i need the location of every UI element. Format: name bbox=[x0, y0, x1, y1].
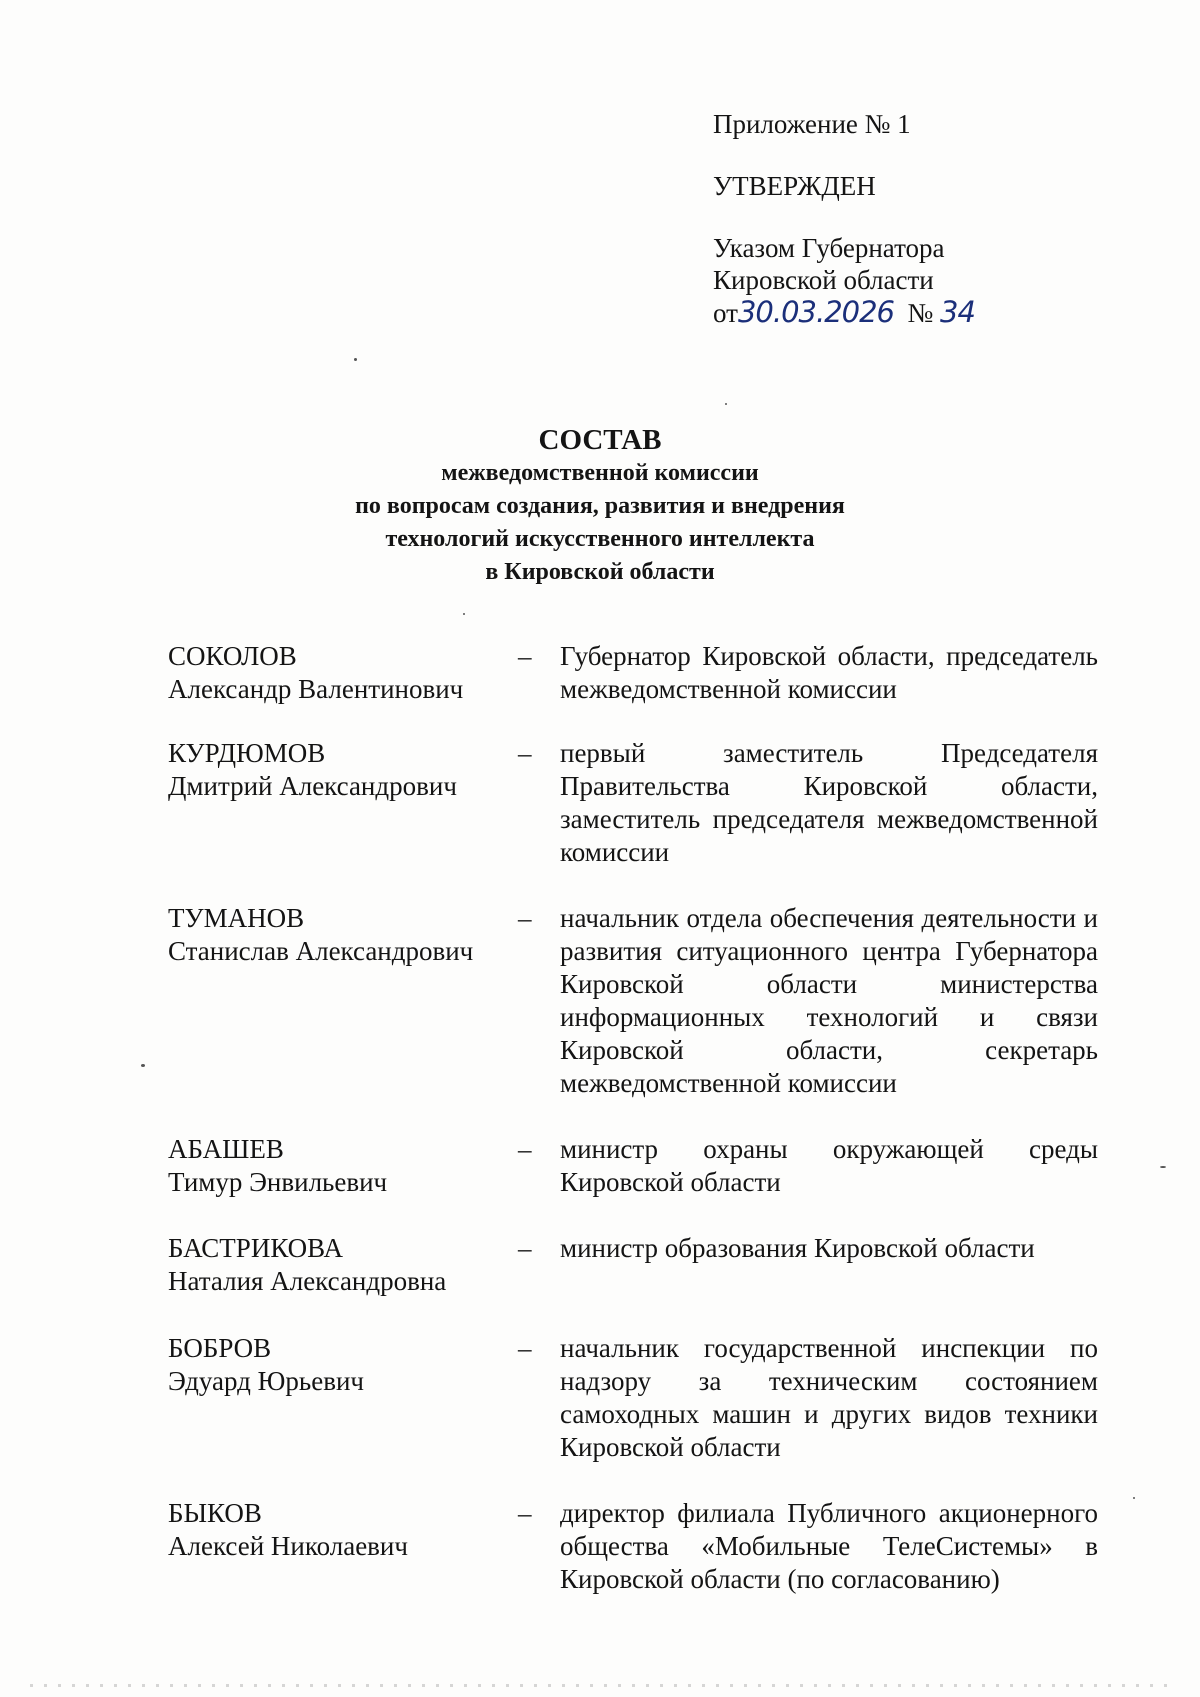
member-surname: БЫКОВ bbox=[168, 1498, 262, 1528]
member-position: начальник государственной инспекции по надзору за техническим состоянием самоходных машин и других видов техники Кировской области bbox=[560, 1333, 1098, 1462]
member-row bbox=[168, 1332, 1108, 1464]
heading-line-3: технологий искусственного интеллекта bbox=[385, 526, 815, 552]
scan-speck bbox=[1160, 1166, 1166, 1168]
member-name bbox=[168, 1497, 518, 1596]
dash-separator: – bbox=[518, 903, 532, 933]
member-position: министр охраны окружающей среды Кировской области bbox=[560, 1134, 1098, 1197]
scan-speck bbox=[1133, 1497, 1135, 1499]
member-row bbox=[168, 1232, 1108, 1298]
dash-separator: – bbox=[518, 1134, 532, 1164]
appendix-label: Приложение № 1 bbox=[713, 109, 911, 139]
decree-line-1: Указом Губернатора bbox=[713, 233, 945, 263]
member-given-names: Станислав Александрович bbox=[168, 936, 474, 966]
decree-date-line bbox=[713, 296, 975, 329]
member-row bbox=[168, 902, 1108, 1100]
member-name bbox=[168, 1133, 518, 1199]
member-name bbox=[168, 737, 518, 869]
heading-line-4: в Кировской области bbox=[485, 559, 715, 585]
members-list bbox=[168, 640, 1108, 1596]
member-given-names: Алексей Николаевич bbox=[168, 1531, 408, 1561]
member-name bbox=[168, 640, 518, 706]
member-surname: АБАШЕВ bbox=[168, 1134, 284, 1164]
member-surname: БАСТРИКОВА bbox=[168, 1233, 343, 1263]
member-name bbox=[168, 1232, 518, 1298]
member-row bbox=[168, 1133, 1108, 1199]
scan-speck bbox=[354, 358, 357, 361]
member-surname: КУРДЮМОВ bbox=[168, 738, 326, 768]
approval-block bbox=[713, 108, 975, 329]
member-given-names: Тимур Энвильевич bbox=[168, 1167, 388, 1197]
member-row bbox=[168, 737, 1108, 869]
scan-speck bbox=[725, 403, 727, 405]
member-position: министр образования Кировской области bbox=[560, 1233, 1035, 1263]
handwritten-number: 34 bbox=[940, 295, 975, 329]
member-given-names: Александр Валентинович bbox=[168, 674, 464, 704]
member-surname: СОКОЛОВ bbox=[168, 641, 297, 671]
dash-separator: – bbox=[518, 738, 532, 768]
date-prefix: от bbox=[713, 298, 738, 328]
dash-separator: – bbox=[518, 641, 532, 671]
member-surname: БОБРОВ bbox=[168, 1333, 272, 1363]
member-given-names: Эдуард Юрьевич bbox=[168, 1366, 364, 1396]
member-given-names: Наталия Александровна bbox=[168, 1266, 447, 1296]
number-prefix: № bbox=[907, 298, 934, 328]
document-heading bbox=[0, 423, 1200, 589]
handwritten-date: 30.03.2026 bbox=[737, 295, 894, 329]
member-position: директор филиала Публичного акционерного общества «Мобильные ТелеСистемы» в Кировской области (по согласованию) bbox=[560, 1498, 1098, 1594]
dash-separator: – bbox=[518, 1498, 532, 1528]
member-row bbox=[168, 640, 1108, 706]
member-name bbox=[168, 902, 518, 1100]
scan-edge-noise bbox=[30, 1684, 1170, 1687]
member-given-names: Дмитрий Александрович bbox=[168, 771, 457, 801]
member-surname: ТУМАНОВ bbox=[168, 903, 305, 933]
heading-line-2: по вопросам создания, развития и внедрения bbox=[355, 493, 845, 519]
member-position: первый заместитель Председателя Правительства Кировской области, заместитель председателя межведомственной комиссии bbox=[560, 738, 1098, 867]
member-name bbox=[168, 1332, 518, 1464]
heading-line-1: межведомственной комиссии bbox=[441, 460, 759, 486]
decree-line-2: Кировской области bbox=[713, 265, 934, 295]
member-position: начальник отдела обеспечения деятельности и развития ситуационного центра Губернатора Кировской области министерства информационных технологий и связи Кировской области, секретарь межведомственной комиссии bbox=[560, 903, 1098, 1098]
member-row bbox=[168, 1497, 1108, 1596]
heading-title: СОСТАВ bbox=[538, 424, 662, 456]
scan-speck bbox=[463, 613, 465, 615]
dash-separator: – bbox=[518, 1233, 532, 1263]
member-position: Губернатор Кировской области, председатель межведомственной комиссии bbox=[560, 641, 1098, 704]
dash-separator: – bbox=[518, 1333, 532, 1363]
approved-stamp-text: УТВЕРЖДЕН bbox=[713, 171, 876, 201]
scan-speck bbox=[141, 1064, 145, 1067]
